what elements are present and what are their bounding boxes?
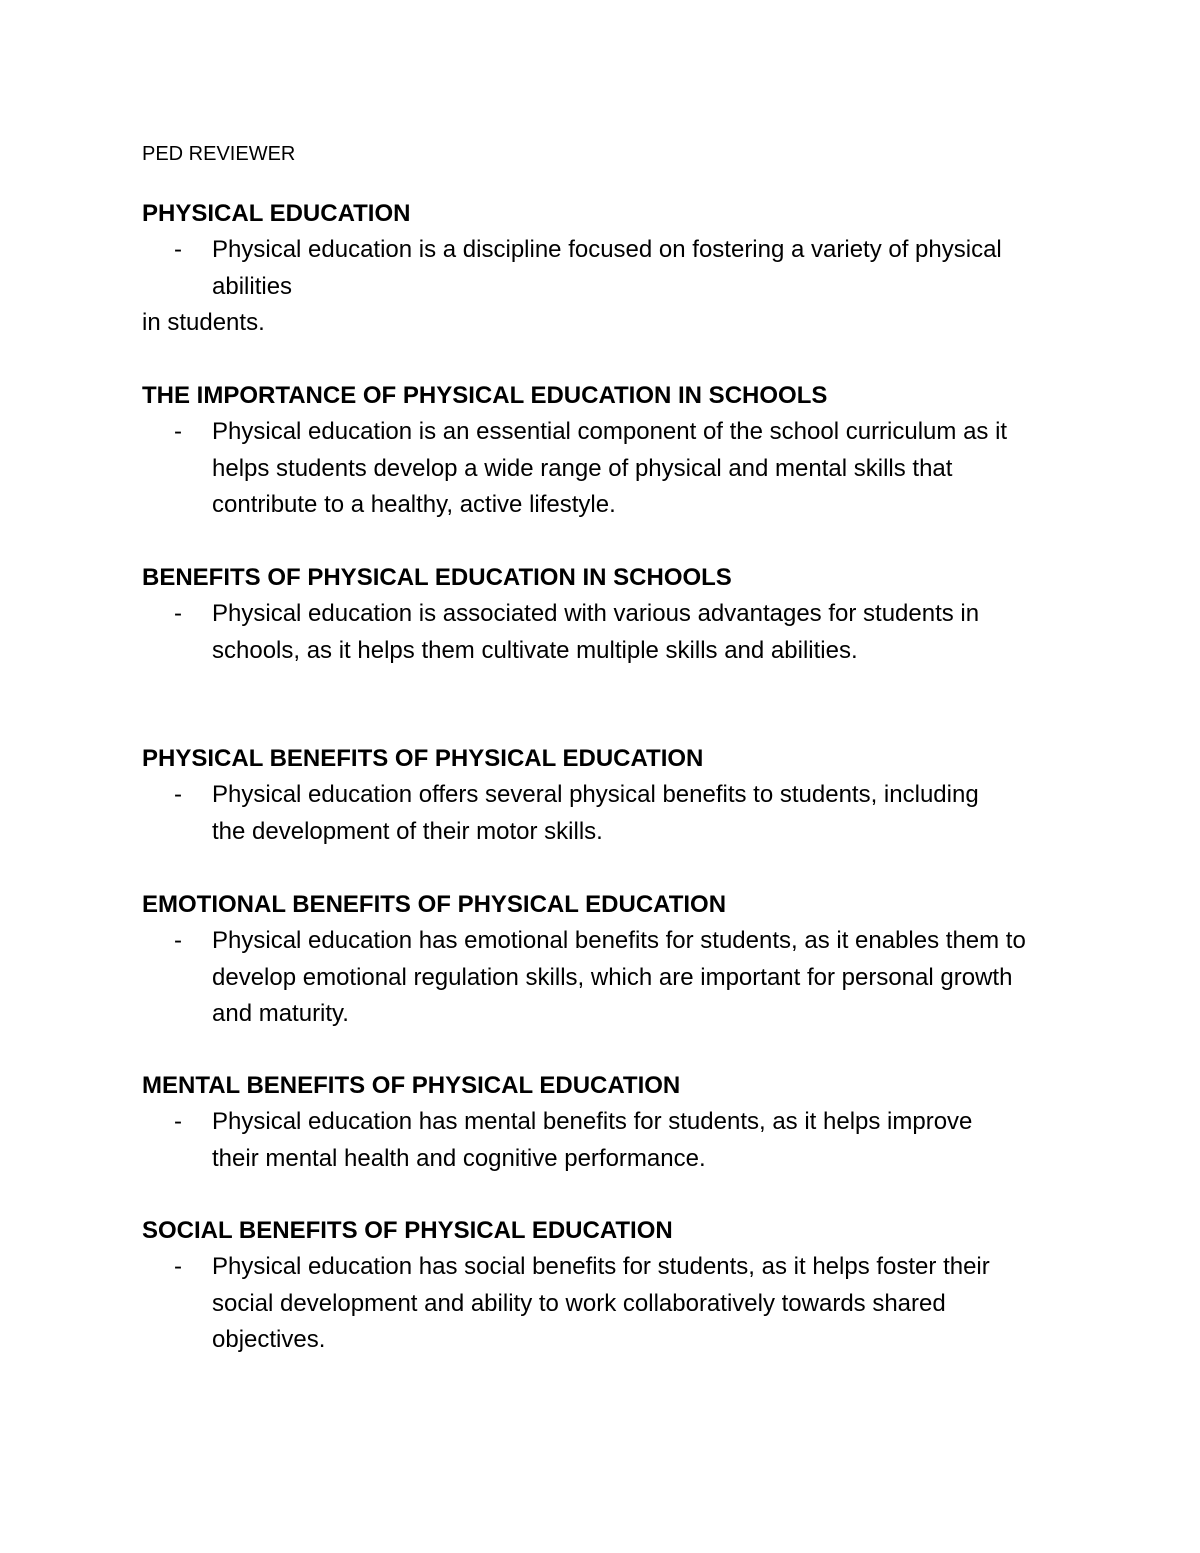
section-heading: EMOTIONAL BENEFITS OF PHYSICAL EDUCATION	[142, 891, 727, 918]
bullet-dash: -	[174, 600, 182, 627]
section-emotional-benefits	[142, 887, 1082, 1033]
section-heading: THE IMPORTANCE OF PHYSICAL EDUCATION IN SCHOOLS	[142, 382, 828, 409]
bullet-item	[142, 923, 1057, 1033]
bullet-item	[142, 777, 982, 850]
section-physical-benefits	[142, 741, 1082, 850]
bullet-text: Physical education offers several physical benefits to students, including the development of their motor skills.	[212, 781, 979, 845]
section-heading: SOCIAL BENEFITS OF PHYSICAL EDUCATION	[142, 1217, 673, 1244]
trailing-text: in students.	[142, 309, 265, 336]
bullet-text: Physical education is a discipline focused on fostering a variety of physical abilities	[212, 236, 1002, 300]
bullet-item	[142, 414, 1052, 524]
bullet-item	[142, 1249, 1057, 1359]
bullet-dash: -	[174, 781, 182, 808]
bullet-text: Physical education is associated with various advantages for students in schools, as it helps them cultivate multiple skills and abilities.	[212, 600, 980, 664]
bullet-text: Physical education has mental benefits for students, as it helps improve their mental health and cognitive performance.	[212, 1108, 973, 1172]
bullet-text: Physical education is an essential component of the school curriculum as it helps students develop a wide range of physical and mental skills that contribute to a healthy, active lifestyle.	[212, 418, 1008, 518]
section-heading: PHYSICAL EDUCATION	[142, 200, 411, 227]
bullet-text: Physical education has emotional benefits for students, as it enables them to develop emotional regulation skills, which are important for personal growth and maturity.	[212, 927, 1026, 1027]
bullet-dash: -	[174, 1108, 182, 1135]
bullet-item	[142, 232, 1042, 305]
section-physical-education	[142, 196, 1042, 342]
document-title: PED REVIEWER	[142, 143, 296, 165]
bullet-dash: -	[174, 927, 182, 954]
section-heading: MENTAL BENEFITS OF PHYSICAL EDUCATION	[142, 1072, 681, 1099]
bullet-item	[142, 1104, 992, 1177]
bullet-dash: -	[174, 1253, 182, 1280]
section-benefits	[142, 560, 1082, 669]
bullet-dash: -	[174, 236, 182, 263]
section-mental-benefits	[142, 1068, 1082, 1177]
section-importance	[142, 378, 1082, 524]
section-social-benefits	[142, 1213, 1082, 1359]
section-heading: PHYSICAL BENEFITS OF PHYSICAL EDUCATION	[142, 745, 704, 772]
section-heading: BENEFITS OF PHYSICAL EDUCATION IN SCHOOLS	[142, 564, 732, 591]
bullet-dash: -	[174, 418, 182, 445]
bullet-item	[142, 596, 992, 669]
bullet-text: Physical education has social benefits for students, as it helps foster their social development and ability to work collaboratively towards shared objectives.	[212, 1253, 990, 1353]
